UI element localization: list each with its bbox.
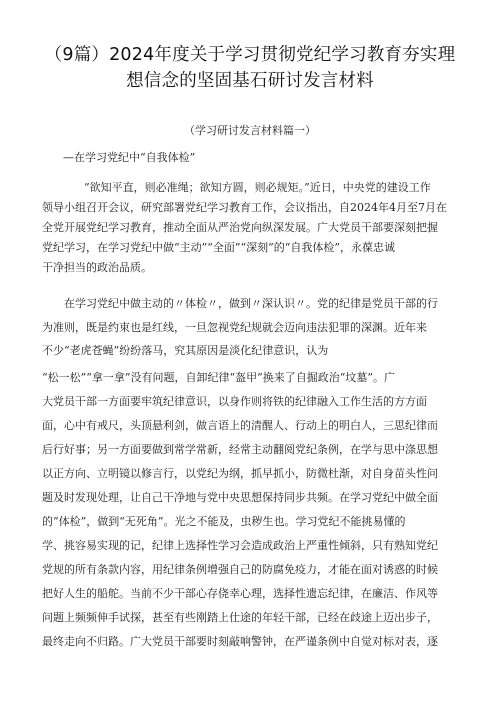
- body-line: 党规的所有条款内容，用纪律条例增强自己的防腐免疫力，才能在面对诱惑的时候: [42, 563, 438, 576]
- body-line: “欲知平直，则必准绳；欲知方圆，则必规矩。”近日，中央党的建设工作: [84, 181, 431, 194]
- body-line: 全党开展党纪学习教育，推动全面从严治党向纵深发展。广大党员干部要深刻把握: [42, 221, 438, 234]
- body-line: 党纪学习，在学习党纪中做“主动”“全面”“深刻”的“自我体检”，永葆忠诚: [42, 241, 395, 254]
- body-line: 领导小组召开会议，研究部署党纪学习教育工作，会议指出，自2024年4月至7月在: [42, 201, 447, 214]
- document-title-line-1: （9篇）2024年度关于学习贯彻党纪学习教育夯实理: [44, 45, 456, 65]
- body-line: 面，心中有戒尺，头顶悬利剑，做言语上的清醒人、行动上的明白人，三思纪律而: [42, 419, 438, 432]
- body-line: 大党员干部一方面要牢筑纪律意识，以身作则将铁的纪律融入工作生活的方方面: [42, 395, 427, 408]
- body-line: 不少“老虎苍蝇”纷纷落马，究其原因是淡化纪律意识，认为: [42, 344, 329, 357]
- body-line: 题及时发现处理，让自己干净地与党中央思想保持同步共频。在学习党纪中做全面: [42, 491, 438, 504]
- body-line: 问题上频频伸手试探，甚至有些刚踏上仕途的年轻干部，已经在歧途上迈出步子，: [42, 611, 438, 624]
- body-line: 把好人生的船舵。当前不少干部心存侥幸心理，选择性遗忘纪律，在廉洁、作风等: [42, 587, 438, 600]
- body-line: 以正方向、立明镜以修言行，以党纪为纲，抓早抓小，防微杜渐，对自身苗头性问: [42, 467, 438, 480]
- body-line: 最终走向不归路。广大党员干部要时刻敲响警钟，在严谨条例中自觉对标对表，逐: [42, 635, 438, 648]
- document-title-line-2: 想信念的坚固基石研讨发言材料: [126, 71, 374, 91]
- body-line: 干净担当的政治品质。: [42, 261, 152, 274]
- body-line: —在学习党纪中“自我体检”: [63, 151, 196, 164]
- body-line: 的“体检”，做到“无死角”。光之不能及，虫秽生也。学习党纪不能挑易懂的: [42, 515, 406, 528]
- body-line: 为准则，既是约束也是红线，一旦忽视党纪规就会迈向违法犯罪的深渊。近年来: [42, 321, 427, 334]
- body-line: 在学习党纪中做主动的〃体检〃，做到〃深认识〃。党的纪律是党员干部的行: [64, 297, 438, 310]
- body-line: “松一松”“拿一拿”没有问题，自卸纪律“盔甲”换来了自掘政治“坟墓”。广: [42, 371, 395, 384]
- body-line: 后行好事；另一方面要做到常学常新，经常主动翻阅党纪条例，在学与思中涤思想: [42, 443, 438, 456]
- body-line: 学、挑容易实现的记，纪律上选择性学习会造成政治上严重性倾斜，只有熟知党纪: [42, 539, 438, 552]
- section-subtitle: （学习研讨发言材料篇一）: [184, 124, 316, 137]
